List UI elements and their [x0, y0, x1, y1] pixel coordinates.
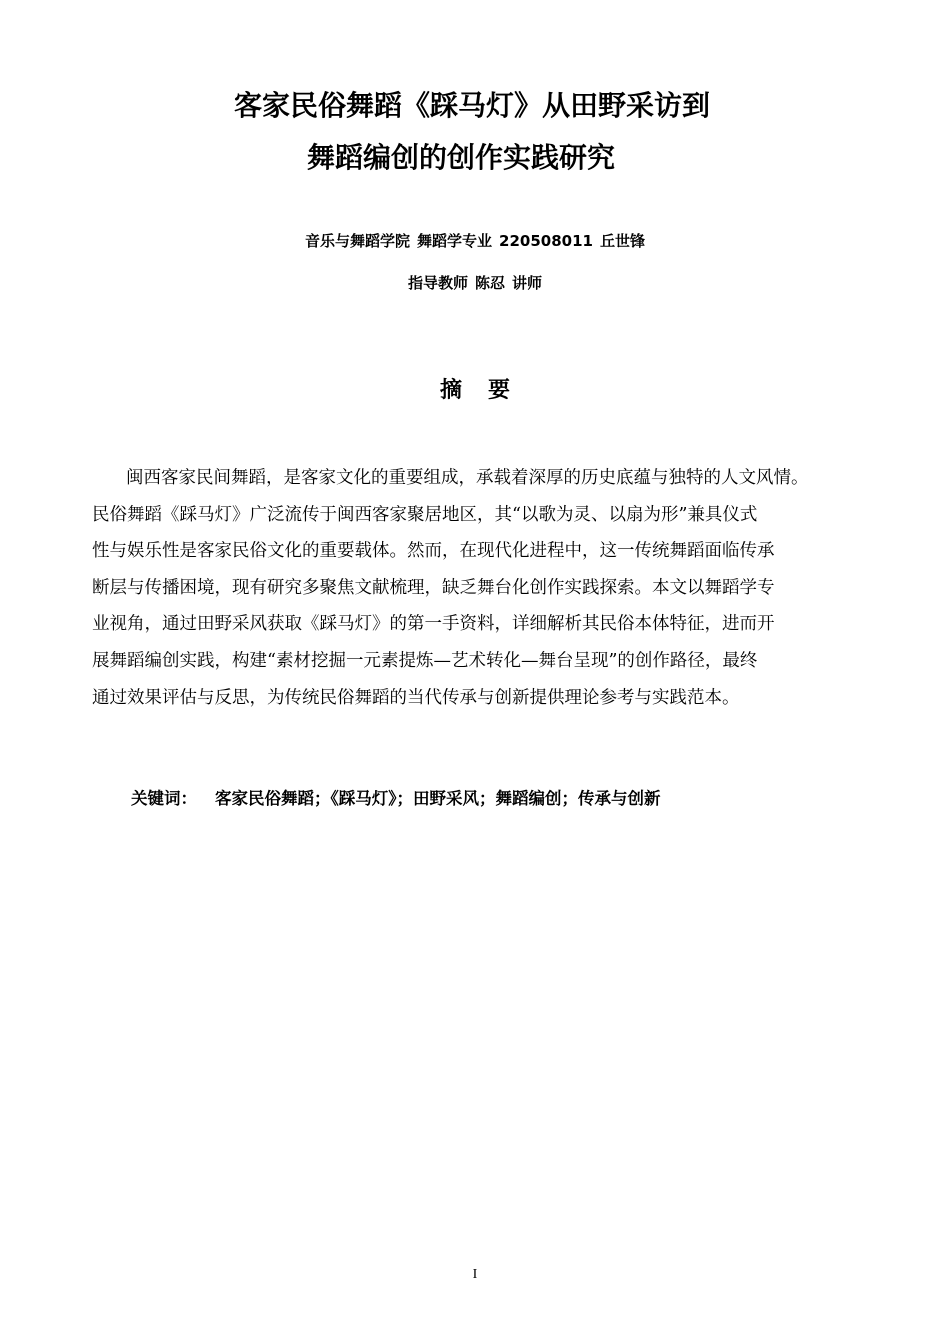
- abstract-line: 闽西客家民间舞蹈，是客家文化的重要组成，承载着深厚的历史底蕴与独特的人文风情。: [126, 468, 809, 488]
- abstract-heading: 摘要: [439, 378, 536, 403]
- paper-title-line-1: 客家民俗舞蹈《踩马灯》从田野采访到: [234, 89, 711, 122]
- keywords: [131, 786, 661, 812]
- abstract-line: 业视角，通过田野采风获取《踩马灯》的第一手资料，详细解析其民俗本体特征，进而开: [92, 614, 775, 635]
- paper-title-line-2: 舞蹈编创的创作实践研究: [307, 141, 616, 174]
- advisor-info: [0, 272, 950, 294]
- abstract-line: 断层与传播困境，现有研究多聚焦文献梳理，缺乏舞台化创作实践探索。本文以舞蹈学专: [92, 577, 775, 598]
- author-student-id: 220508011: [499, 232, 593, 250]
- abstract-line: 展舞蹈编创实践，构建“素材挖掘一元素提炼—艺术转化—舞台呈现”的创作路径，最终: [92, 650, 758, 671]
- advisor-name: 陈忍: [474, 274, 505, 292]
- author-major: 舞蹈学专业: [417, 232, 493, 250]
- author-school: 音乐与舞蹈学院: [305, 232, 411, 250]
- abstract-line: 通过效果评估与反思，为传统民俗舞蹈的当代传承与创新提供理论参考与实践范本。: [92, 687, 740, 708]
- advisor-label: 指导教师: [407, 274, 468, 292]
- abstract-line: 性与娱乐性是客家民俗文化的重要载体。然而，在现代化进程中，这一传统舞蹈面临传承: [92, 541, 775, 562]
- abstract-body: [92, 460, 872, 716]
- author-name: 丘世锋: [599, 232, 645, 250]
- advisor-title: 讲师: [512, 274, 543, 292]
- abstract-line: 民俗舞蹈《踩马灯》广泛流传于闽西客家聚居地区，其“以歌为灵、以扇为形”兼具仪式: [92, 504, 758, 525]
- page-number: I: [472, 1267, 478, 1282]
- keywords-label: 关键词：: [131, 789, 197, 808]
- keywords-text: 客家民俗舞蹈；《踩马灯》；田野采风；舞蹈编创；传承与创新: [215, 789, 661, 808]
- author-info: [0, 230, 950, 252]
